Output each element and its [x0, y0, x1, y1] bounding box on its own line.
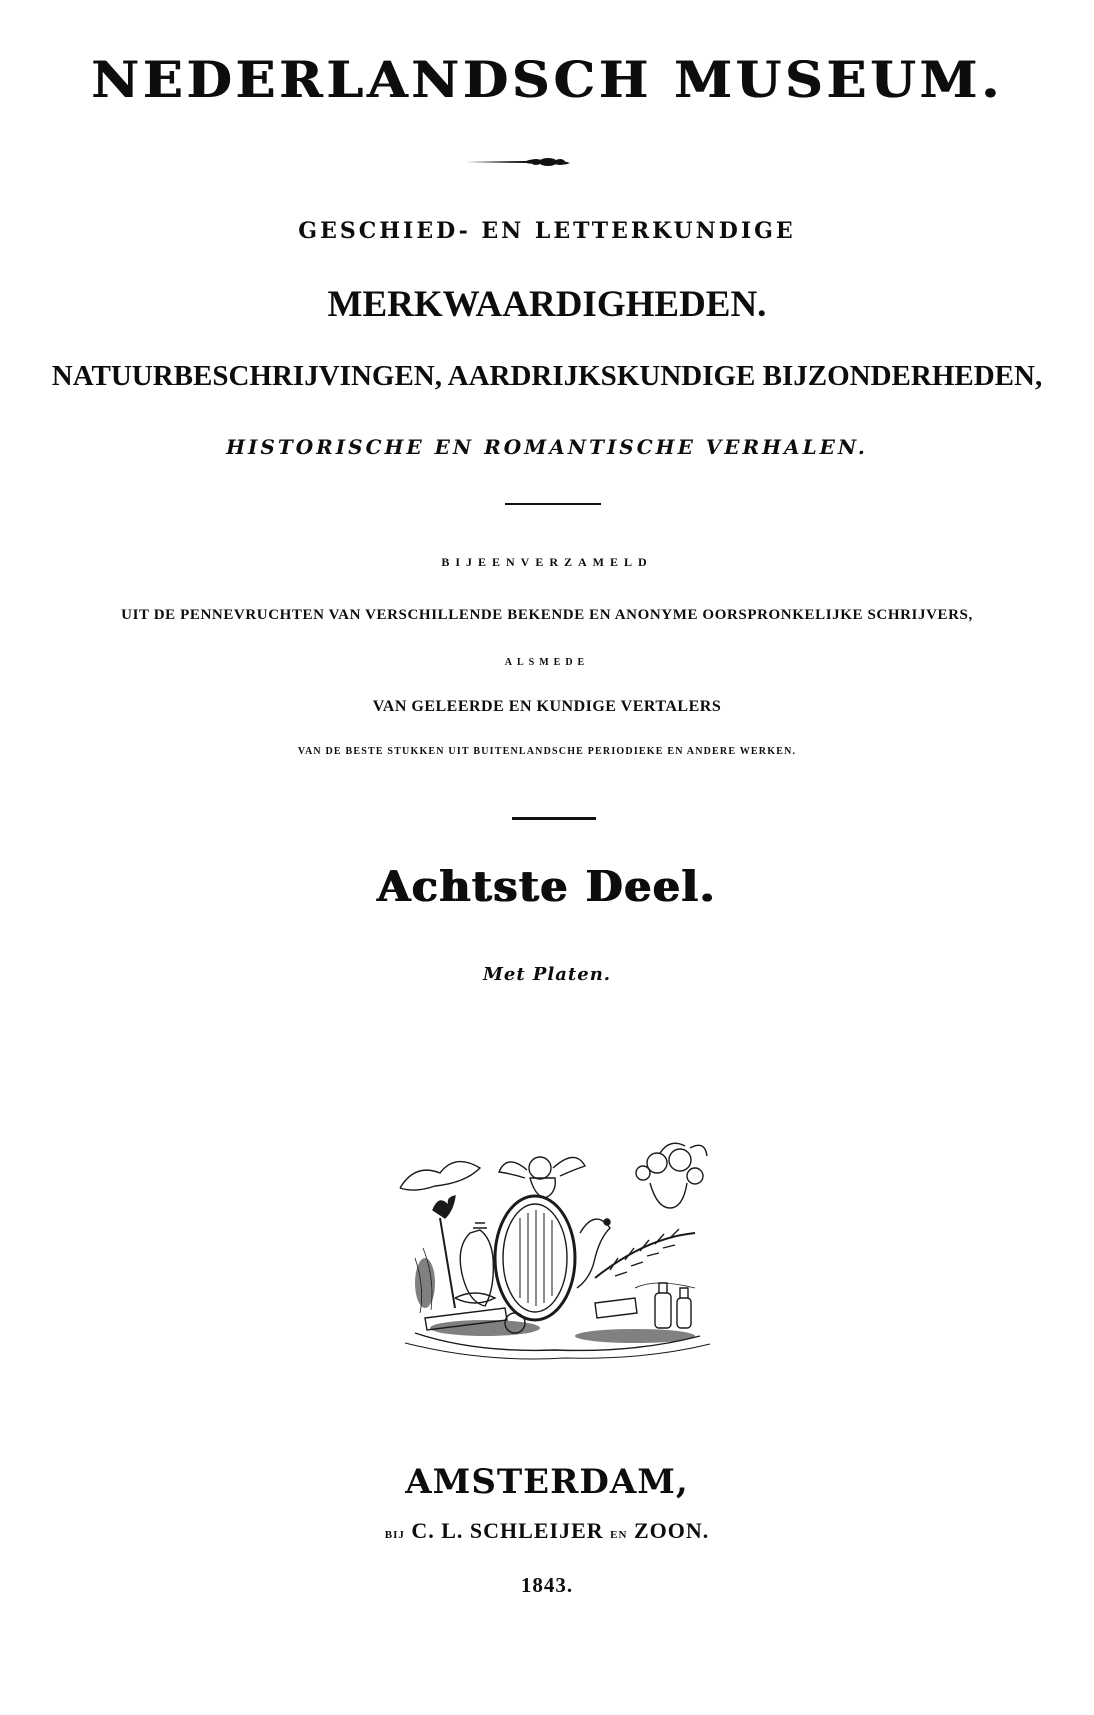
compiled-label: BIJEENVERZAMELD — [441, 555, 653, 569]
works-line: VAN DE BESTE STUKKEN UIT BUITENLANDSCHE PERIODIEKE EN ANDERE WERKEN. — [297, 746, 797, 757]
page-title: NEDERLANDSCH MUSEUM. — [91, 51, 1003, 110]
divider-rule-2 — [512, 817, 596, 820]
plates-note: Met Platen. — [482, 964, 612, 985]
sources-line: UIT DE PENNEVRUCHTEN VAN VERSCHILLENDE BEKENDE EN ANONYME OORSPRONKELIJKE SCHRIJVERS, — [121, 607, 973, 623]
imprint-publisher-name: C. L. SCHLEIJER — [411, 1518, 604, 1543]
imprint-son: ZOON. — [633, 1518, 710, 1543]
imprint-publisher — [0, 1518, 1094, 1544]
also-label: ALSMEDE — [504, 657, 590, 668]
title-ornament — [466, 155, 630, 169]
volume-heading: Achtste Deel. — [377, 862, 717, 911]
subtitle-line-1: GESCHIED- EN LETTERKUNDIGE — [298, 218, 796, 244]
divider-rule-1 — [505, 503, 601, 505]
imprint-year: 1843. — [520, 1573, 574, 1597]
imprint-by: BIJ — [384, 1529, 405, 1541]
imprint-and: EN — [610, 1529, 628, 1541]
engraved-vignette — [395, 1138, 715, 1363]
translators-line: VAN GELEERDE EN KUNDIGE VERTALERS — [372, 698, 722, 715]
imprint-city: AMSTERDAM, — [405, 1462, 689, 1502]
subtitle-line-2: MERKWAARDIGHEDEN. — [327, 284, 767, 325]
subtitle-line-4: HISTORISCHE EN ROMANTISCHE VERHALEN. — [226, 435, 868, 459]
subtitle-line-3: NATUURBESCHRIJVINGEN, AARDRIJKSKUNDIGE BIJZONDERHEDEN, — [51, 360, 1043, 392]
